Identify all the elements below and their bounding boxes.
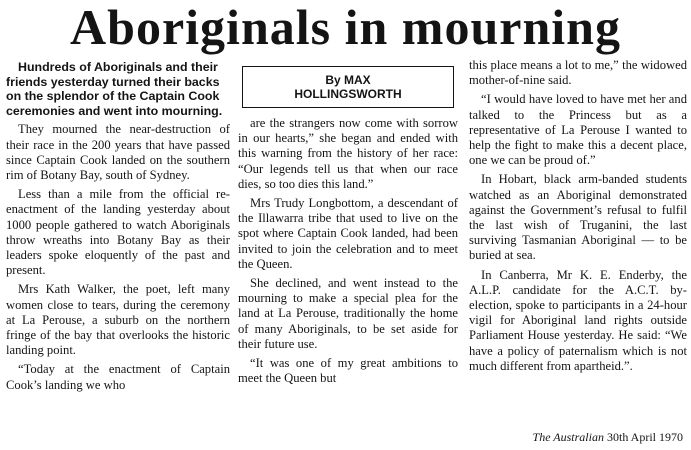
column-3 — [469, 58, 687, 378]
column-2 — [238, 60, 458, 390]
headline: Aboriginals in mourning — [70, 0, 621, 55]
source-caption — [533, 430, 683, 444]
paragraph: Mrs Kath Walker, the poet, left many women close to tears, during the ceremony at La Perouse, a suburb on the northern fringe of the bay that overlooks the historic landing point. — [6, 282, 230, 358]
byline-box — [242, 66, 454, 108]
publication-date: 30th April 1970 — [606, 430, 683, 444]
paragraph: Mrs Trudy Longbottom, a descendant of the Illawarra tribe that used to live on the spot where Captain Cook landed, had been invited to join the celebration and to meet the Queen. — [238, 196, 458, 271]
byline-line-1: By MAX — [325, 73, 371, 87]
paragraph: She declined, and went instead to the mourning to make a special plea for the land at La Perouse, traditionally the home of many Aboriginals, to be set aside for their future use. — [238, 276, 458, 351]
paragraph: “I would have loved to have met her and talked to the Princess but as a representative of La Perouse I wanted to help the fight to make this a decent place, one we can be proud of.” — [469, 92, 687, 168]
column-1 — [6, 60, 230, 397]
paragraph: “It was one of my great ambitions to meet the Queen but — [238, 356, 458, 386]
intro-paragraph: Hundreds of Aboriginals and their friends yesterday turned their backs on the splendor of the Captain Cook ceremonies and went into mourning. — [6, 60, 223, 118]
byline-line-2: HOLLINGSWORTH — [294, 87, 402, 101]
paragraph: are the strangers now come with sorrow in our hearts,” she began and ended with this warning from the history of her race: “Our legends tell us that when our race dies, so too dies this land.” — [238, 116, 458, 191]
paragraph: They mourned the near-destruction of their race in the 200 years that have passed since Captain Cook landed on the southern rim of Botany Bay, south of Sydney. — [6, 122, 230, 182]
paragraph: this place means a lot to me,” the widowed mother-of-nine said. — [469, 58, 687, 88]
publication-name: The Australian — [532, 430, 604, 444]
paragraph: In Hobart, black arm-banded students watched as an Aboriginal demonstrated against the Government’s refusal to fulfil the last wish of Truganini, the last surviving Tasmanian Aboriginal — to be buried at sea. — [469, 172, 687, 263]
paragraph: In Canberra, Mr K. E. Enderby, the A.L.P. candidate for the A.C.T. by-election, spoke to participants in a 24-hour vigil for Aboriginal land rights outside Parliament House yesterday. He said: “We have a policy of paternalism which is not much different from apartheid.”. — [469, 267, 687, 373]
paragraph: Less than a mile from the official re-enactment of the landing yesterday about 1000 people gathered to watch Aboriginals throw wreaths into Botany Bay as their leaders spoke eloquently of the past and present. — [6, 187, 230, 278]
paragraph: “Today at the enactment of Captain Cook’s landing we who — [6, 362, 230, 392]
